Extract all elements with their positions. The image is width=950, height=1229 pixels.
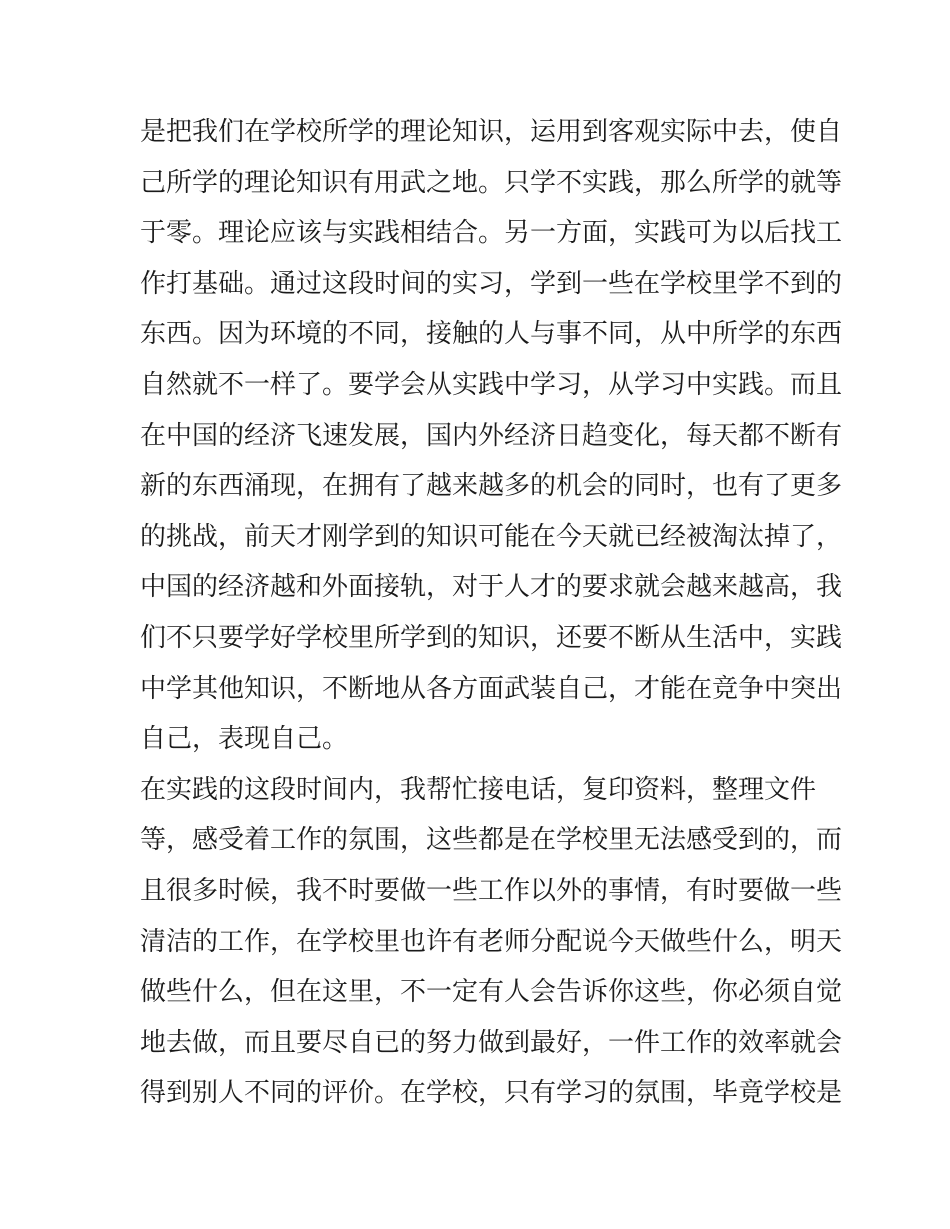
text-line: 做些什么，但在这里，不一定有人会告诉你这些，你必须自觉 bbox=[140, 977, 843, 1008]
text-line: 中国的经济越和外面接轨，对于人才的要求就会越来越高，我 bbox=[140, 572, 843, 603]
text-line: 是把我们在学校所学的理论知识，运用到客观实际中去，使自 bbox=[140, 117, 843, 147]
text-line: 于零。理论应该与实践相结合。另一方面，实践可为以后找工 bbox=[140, 218, 843, 249]
text-line: 己所学的理论知识有用武之地。只学不实践，那么所学的就等 bbox=[140, 167, 843, 198]
text-line: 东西。因为环境的不同，接触的人与事不同，从中所学的东西 bbox=[140, 319, 843, 350]
text-line: 清洁的工作，在学校里也许有老师分配说今天做些什么，明天 bbox=[140, 926, 843, 957]
text-line: 新的东西涌现，在拥有了越来越多的机会的同时，也有了更多 bbox=[140, 471, 843, 502]
text-line: 在实践的这段时间内，我帮忙接电话，复印资料，整理文件 bbox=[140, 774, 817, 805]
text-line: 自然就不一样了。要学会从实践中学习，从学习中实践。而且 bbox=[140, 369, 843, 400]
text-line: 在中国的经济飞速发展，国内外经济日趋变化，每天都不断有 bbox=[140, 420, 843, 451]
text-line: 自己，表现自己。 bbox=[140, 724, 349, 755]
text-line: 得到别人不同的评价。在学校，只有学习的氛围，毕竟学校是 bbox=[140, 1078, 843, 1109]
text-line: 且很多时候，我不时要做一些工作以外的事情，有时要做一些 bbox=[140, 875, 843, 906]
text-line: 作打基础。通过这段时间的实习，学到一些在学校里学不到的 bbox=[140, 268, 843, 299]
body-text bbox=[140, 107, 843, 1119]
text-line: 等，感受着工作的氛围，这些都是在学校里无法感受到的，而 bbox=[140, 825, 843, 856]
text-line: 中学其他知识，不断地从各方面武装自己，才能在竞争中突出 bbox=[140, 673, 843, 704]
text-line: 的挑战，前天才刚学到的知识可能在今天就已经被淘汰掉了， bbox=[140, 521, 843, 552]
text-line: 们不只要学好学校里所学到的知识，还要不断从生活中，实践 bbox=[140, 622, 843, 653]
text-line: 地去做，而且要尽自已的努力做到最好，一件工作的效率就会 bbox=[140, 1027, 843, 1058]
